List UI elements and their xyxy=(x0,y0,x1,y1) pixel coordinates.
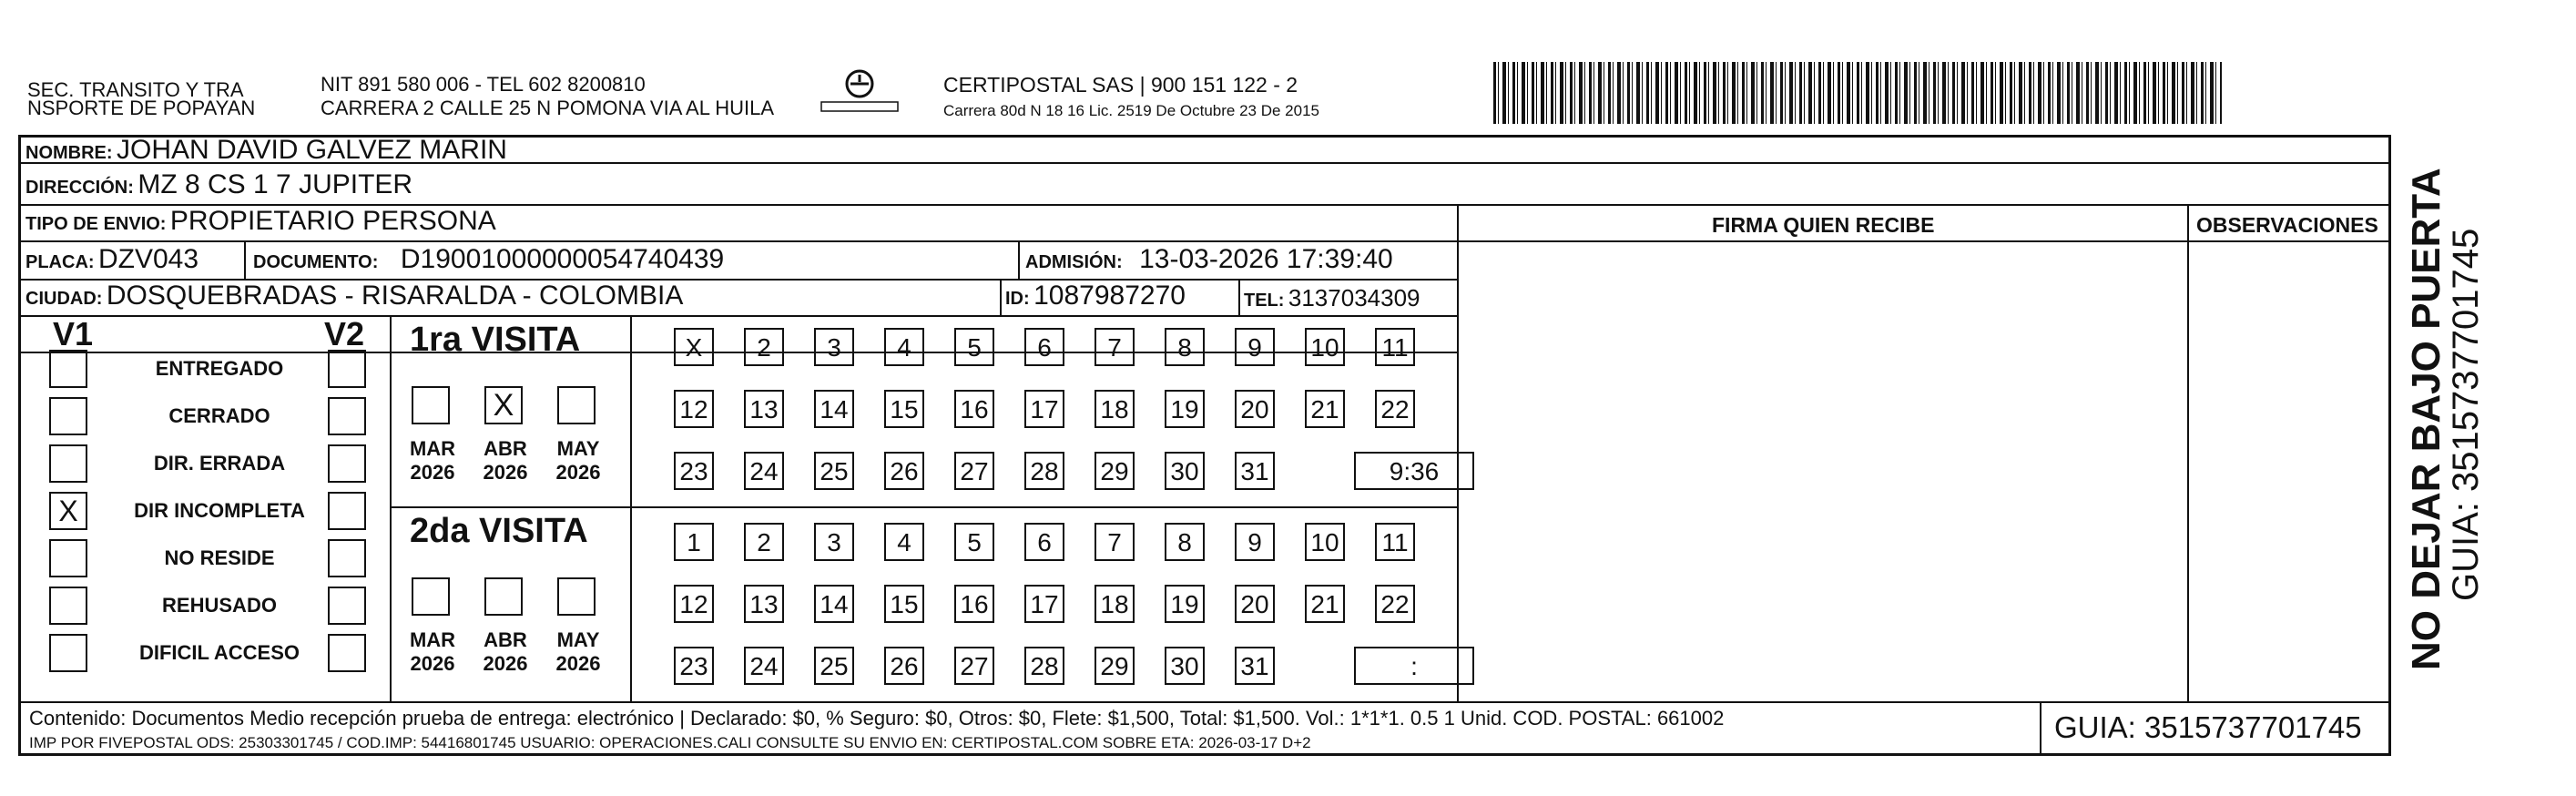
v2-checkbox[interactable] xyxy=(328,492,366,530)
visit1-month-label xyxy=(546,437,610,485)
visit1-day-box[interactable]: 26 xyxy=(884,452,924,490)
month-name: ABR xyxy=(484,628,527,651)
visit2-day-box[interactable]: 14 xyxy=(814,585,854,623)
id-field xyxy=(1005,281,1186,311)
v2-checkbox[interactable] xyxy=(328,397,366,435)
visit2-day-box[interactable]: 21 xyxy=(1305,585,1345,623)
visit1-day-box[interactable]: 2 xyxy=(744,328,784,366)
visit2-day-box[interactable]: 27 xyxy=(954,647,994,685)
visit2-day-box[interactable]: 8 xyxy=(1165,523,1205,561)
visit1-title: 1ra VISITA xyxy=(410,321,581,359)
placa-field xyxy=(25,244,199,275)
issuer-address: CARRERA 2 CALLE 25 N POMONA VIA AL HUILA xyxy=(321,97,775,119)
visit1-day-box[interactable]: 20 xyxy=(1235,390,1275,428)
barcode xyxy=(1493,62,2222,124)
visit2-day-box[interactable]: 31 xyxy=(1235,647,1275,685)
visit2-day-box[interactable]: 1 xyxy=(674,523,714,561)
visit1-day-box[interactable]: X xyxy=(674,328,714,366)
nombre-row xyxy=(25,135,507,166)
visit2-day-box[interactable]: 10 xyxy=(1305,523,1345,561)
visit2-month-label xyxy=(546,628,610,676)
visit1-day-box[interactable]: 27 xyxy=(954,452,994,490)
visit2-day-box[interactable]: 18 xyxy=(1095,585,1135,623)
visit1-day-box[interactable]: 11 xyxy=(1375,328,1415,366)
visit1-day-box[interactable]: 15 xyxy=(884,390,924,428)
issuer-line-2: NSPORTE DE POPAYAN xyxy=(27,97,256,119)
direccion-row xyxy=(25,169,412,200)
visit1-day-box[interactable]: 23 xyxy=(674,452,714,490)
status-label: DIFICIL ACCESO xyxy=(138,641,300,664)
status-label: DIR INCOMPLETA xyxy=(134,499,305,522)
visit2-day-box[interactable]: 17 xyxy=(1024,585,1064,623)
visit2-title: 2da VISITA xyxy=(410,512,588,550)
visit1-day-box[interactable]: 5 xyxy=(954,328,994,366)
visit1-month-checkbox[interactable] xyxy=(557,386,596,424)
company-name: CERTIPOSTAL SAS | 900 151 122 - 2 xyxy=(943,73,1298,97)
v1-label: V1 xyxy=(53,315,94,352)
visit2-day-box[interactable]: 22 xyxy=(1375,585,1415,623)
tipo-row xyxy=(25,206,496,237)
admision-field xyxy=(1025,244,1393,275)
nombre-label: NOMBRE: xyxy=(25,143,113,163)
admision-label: ADMISIÓN: xyxy=(1025,252,1123,272)
v2-checkbox[interactable] xyxy=(328,350,366,388)
visit1-month-label xyxy=(401,437,464,485)
visit1-day-box[interactable]: 14 xyxy=(814,390,854,428)
nit-tel: NIT 891 580 006 - TEL 602 8200810 xyxy=(321,73,646,96)
visit2-month-label xyxy=(473,628,537,676)
month-year: 2026 xyxy=(483,461,528,484)
direccion-label: DIRECCIÓN: xyxy=(25,178,134,198)
visit2-day-box[interactable]: 12 xyxy=(674,585,714,623)
direccion-value: MZ 8 CS 1 7 JUPITER xyxy=(137,169,413,199)
status-label: REHUSADO xyxy=(162,594,277,617)
visit1-day-box[interactable]: 6 xyxy=(1024,328,1064,366)
v1-checkbox[interactable] xyxy=(49,444,87,483)
visit2-day-box[interactable]: 19 xyxy=(1165,585,1205,623)
status-label: CERRADO xyxy=(168,404,270,427)
month-year: 2026 xyxy=(410,652,455,675)
status-label: NO RESIDE xyxy=(164,546,275,569)
visit1-day-box[interactable]: 30 xyxy=(1165,452,1205,490)
visit1-day-box[interactable]: 3 xyxy=(814,328,854,366)
company-license: Carrera 80d N 18 16 Lic. 2519 De Octubre 23 De 2015 xyxy=(943,102,1319,119)
visit1-day-box[interactable]: 7 xyxy=(1095,328,1135,366)
visit2-day-box[interactable]: 23 xyxy=(674,647,714,685)
visit2-day-box[interactable]: 7 xyxy=(1095,523,1135,561)
placa-label: PLACA: xyxy=(25,252,95,272)
nombre-value: JOHAN DAVID GALVEZ MARIN xyxy=(117,135,507,165)
month-name: MAY xyxy=(556,628,600,651)
month-year: 2026 xyxy=(483,652,528,675)
month-year: 2026 xyxy=(555,652,601,675)
visit2-day-box[interactable]: 11 xyxy=(1375,523,1415,561)
v2-checkbox[interactable] xyxy=(328,587,366,625)
visit2-day-box[interactable]: 6 xyxy=(1024,523,1064,561)
visit1-day-box[interactable]: 17 xyxy=(1024,390,1064,428)
visit1-day-box[interactable]: 22 xyxy=(1375,390,1415,428)
visit2-day-box[interactable]: 26 xyxy=(884,647,924,685)
documento-value: D19001000000054740439 xyxy=(400,244,725,274)
month-name: ABR xyxy=(484,437,527,460)
visit2-day-box[interactable]: 5 xyxy=(954,523,994,561)
visit1-time-box[interactable]: 9:36 xyxy=(1354,452,1474,490)
issuer-line-1: SEC. TRANSITO Y TRA xyxy=(27,78,244,101)
visit1-day-box[interactable]: 21 xyxy=(1305,390,1345,428)
v2-checkbox[interactable] xyxy=(328,444,366,483)
visit2-day-box[interactable]: 13 xyxy=(744,585,784,623)
v2-checkbox[interactable] xyxy=(328,539,366,577)
v1-checkbox[interactable] xyxy=(49,350,87,388)
visit1-day-box[interactable]: 25 xyxy=(814,452,854,490)
visit2-day-box[interactable]: 3 xyxy=(814,523,854,561)
ciudad-value: DOSQUEBRADAS - RISARALDA - COLOMBIA xyxy=(106,281,684,311)
visit2-day-box[interactable]: 28 xyxy=(1024,647,1064,685)
visit2-month-checkbox[interactable] xyxy=(412,577,450,616)
visit1-day-box[interactable]: 8 xyxy=(1165,328,1205,366)
v1-checkbox[interactable] xyxy=(49,587,87,625)
visit2-day-box[interactable]: 24 xyxy=(744,647,784,685)
v1-checkbox[interactable] xyxy=(49,634,87,672)
visit2-day-box[interactable]: 20 xyxy=(1235,585,1275,623)
v1-checkbox[interactable] xyxy=(49,397,87,435)
tipo-value: PROPIETARIO PERSONA xyxy=(169,206,496,236)
visit1-day-box[interactable]: 31 xyxy=(1235,452,1275,490)
visit1-day-box[interactable]: 29 xyxy=(1095,452,1135,490)
visit2-day-box[interactable]: 16 xyxy=(954,585,994,623)
visit2-day-box[interactable]: 9 xyxy=(1235,523,1275,561)
visit2-day-box[interactable]: 15 xyxy=(884,585,924,623)
observaciones-label: OBSERVACIONES xyxy=(2196,213,2378,237)
visit2-day-box[interactable]: 2 xyxy=(744,523,784,561)
visit1-month-checkbox[interactable] xyxy=(412,386,450,424)
documento-label: DOCUMENTO: xyxy=(253,252,379,272)
visit1-month-label xyxy=(473,437,537,485)
status-label: ENTREGADO xyxy=(155,357,284,380)
footer-print-info: IMP POR FIVEPOSTAL ODS: 25303301745 / COD.IMP: 54416801745 USUARIO: OPERACIONES.CALI CONSULTE SU ENVIO EN: CERTIPOSTAL.COM SOBRE ETA: 2026-03-17 D+2 xyxy=(29,734,1311,751)
visit1-day-box[interactable]: 13 xyxy=(744,390,784,428)
status-label: DIR. ERRADA xyxy=(153,452,286,475)
visit1-day-box[interactable]: 12 xyxy=(674,390,714,428)
footer-guia: GUIA: 3515737701745 xyxy=(2054,710,2362,744)
visit1-day-box[interactable]: 19 xyxy=(1165,390,1205,428)
documento-field xyxy=(253,244,724,275)
id-label: ID: xyxy=(1005,289,1030,309)
certipostal-logo xyxy=(820,67,900,120)
visit1-day-box[interactable]: 9 xyxy=(1235,328,1275,366)
visit2-day-box[interactable]: 25 xyxy=(814,647,854,685)
no-dejar-warning: NO DEJAR BAJO PUERTA xyxy=(2404,168,2449,670)
ciudad-field xyxy=(25,281,683,311)
month-year: 2026 xyxy=(410,461,455,484)
month-name: MAR xyxy=(409,437,456,460)
visit2-month-label xyxy=(401,628,464,676)
visit2-month-checkbox[interactable] xyxy=(484,577,523,616)
tel-label: TEL: xyxy=(1244,291,1285,311)
visit1-month-checkbox[interactable]: X xyxy=(484,386,523,424)
v1-checkbox[interactable] xyxy=(49,539,87,577)
placa-value: DZV043 xyxy=(98,244,199,274)
month-name: MAY xyxy=(556,437,600,460)
visit2-day-box[interactable]: 4 xyxy=(884,523,924,561)
month-name: MAR xyxy=(409,628,456,651)
visit2-day-box[interactable]: 30 xyxy=(1165,647,1205,685)
visit2-month-checkbox[interactable] xyxy=(557,577,596,616)
visit1-day-box[interactable]: 16 xyxy=(954,390,994,428)
visit1-day-box[interactable]: 10 xyxy=(1305,328,1345,366)
admision-value: 13-03-2026 17:39:40 xyxy=(1139,244,1393,274)
visit1-day-box[interactable]: 28 xyxy=(1024,452,1064,490)
ciudad-label: CIUDAD: xyxy=(25,289,103,309)
visit2-day-box[interactable]: 29 xyxy=(1095,647,1135,685)
visit1-day-box[interactable]: 4 xyxy=(884,328,924,366)
firma-label: FIRMA QUIEN RECIBE xyxy=(1712,213,1935,237)
visit2-time-box[interactable]: : xyxy=(1354,647,1474,685)
tipo-label: TIPO DE ENVIO: xyxy=(25,214,167,234)
v2-checkbox[interactable] xyxy=(328,634,366,672)
v2-label: V2 xyxy=(324,315,365,352)
side-guia: GUIA: 3515737701745 xyxy=(2446,228,2486,601)
visit1-day-box[interactable]: 24 xyxy=(744,452,784,490)
id-value: 1087987270 xyxy=(1033,281,1186,311)
v1-checkbox[interactable]: X xyxy=(49,492,87,530)
visit1-day-box[interactable]: 18 xyxy=(1095,390,1135,428)
month-year: 2026 xyxy=(555,461,601,484)
tel-value: 3137034309 xyxy=(1288,284,1420,311)
tel-field xyxy=(1244,284,1420,312)
footer-content: Contenido: Documentos Medio recepción prueba de entrega: electrónico | Declarado: $0, % Seguro: $0, Otros: $0, Flete: $1,500, Total: $1,500. Vol.: 1*1*1. 0.5 1 Unid. COD. POSTAL: 661002 xyxy=(29,707,1725,730)
